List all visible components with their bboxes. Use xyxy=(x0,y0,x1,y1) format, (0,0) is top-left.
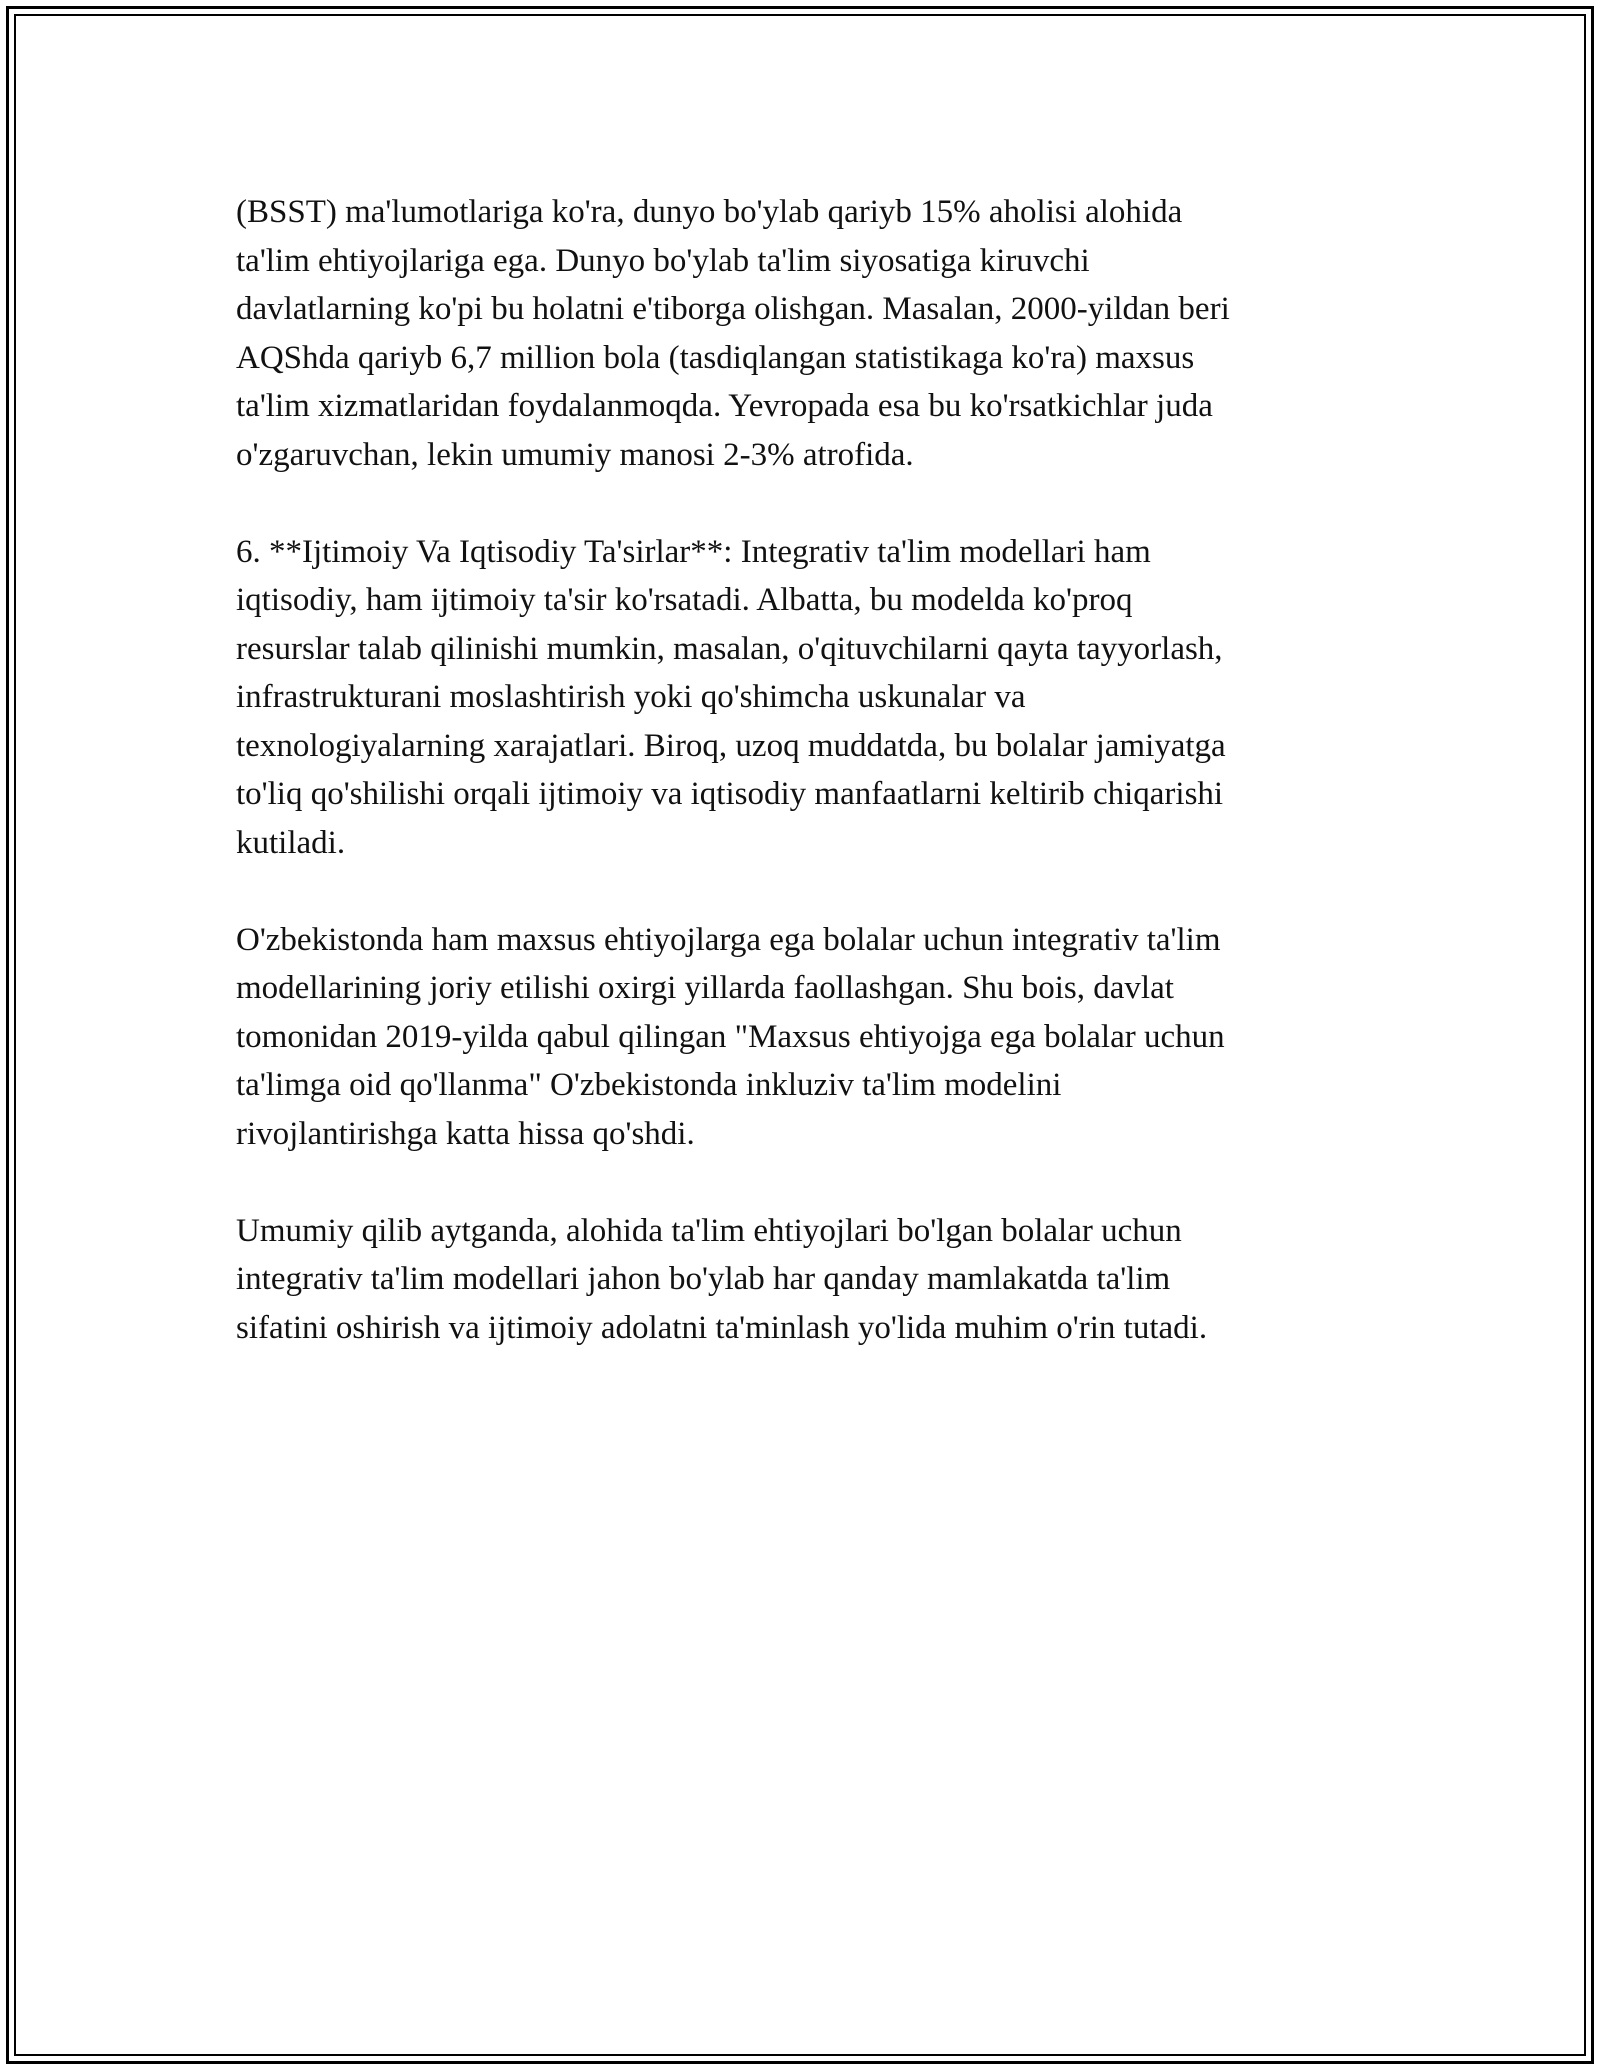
text-line: AQShda qariyb 6,7 million bola (tasdiqlangan statistikaga ko'ra) maxsus xyxy=(236,339,1195,376)
text-line: texnologiyalarning xarajatlari. Biroq, uzoq muddatda, bu bolalar jamiyatga xyxy=(236,727,1226,764)
text-line: sifatini oshirish va ijtimoiy adolatni ta'minlash yo'lida muhim o'rin tutadi. xyxy=(236,1309,1208,1346)
text-line: rivojlantirishga katta hissa qo'shdi. xyxy=(236,1115,695,1152)
text-line: Umumiy qilib aytganda, alohida ta'lim ehtiyojlari bo'lgan bolalar uchun xyxy=(236,1212,1182,1249)
text-line: iqtisodiy, ham ijtimoiy ta'sir ko'rsatadi. Albatta, bu modelda ko'proq xyxy=(236,582,1133,618)
paragraph-statistics xyxy=(236,188,1376,479)
text-line: O'zbekistonda ham maxsus ehtiyojlarga ega bolalar uchun integrativ ta'lim xyxy=(236,921,1221,958)
text-line: (BSST) ma'lumotlariga ko'ra, dunyo bo'ylab qariyb 15% aholisi alohida xyxy=(236,194,1183,230)
document-body xyxy=(236,188,1376,1401)
text-line: resurslar talab qilinishi mumkin, masalan, o'qituvchilarni qayta tayyorlash, xyxy=(236,630,1223,667)
text-line: infrastrukturani moslashtirish yoki qo'shimcha uskunalar va xyxy=(236,679,1026,715)
paragraph-uzbekistan xyxy=(236,916,1376,1159)
text-line: to'liq qo'shilishi orqali ijtimoiy va iqtisodiy manfaatlarni keltirib chiqarishi xyxy=(236,776,1224,812)
text-line: kutiladi. xyxy=(236,824,346,861)
paragraph-social-economic-impact xyxy=(236,528,1376,868)
text-line: tomonidan 2019-yilda qabul qilingan "Maxsus ehtiyojga ega bolalar uchun xyxy=(236,1018,1225,1055)
text-line: davlatlarning ko'pi bu holatni e'tiborga olishgan. Masalan, 2000-yildan beri xyxy=(236,291,1230,327)
text-line: ta'limga oid qo'llanma" O'zbekistonda inkluziv ta'lim modelini xyxy=(236,1067,1062,1103)
text-line: ta'lim xizmatlaridan foydalanmoqda. Yevropada esa bu ko'rsatkichlar juda xyxy=(236,388,1213,424)
text-line: 6. **Ijtimoiy Va Iqtisodiy Ta'sirlar**: Integrativ ta'lim modellari ham xyxy=(236,533,1151,570)
paragraph-conclusion xyxy=(236,1207,1376,1353)
text-line: ta'lim ehtiyojlariga ega. Dunyo bo'ylab ta'lim siyosatiga kiruvchi xyxy=(236,242,1090,279)
text-line: o'zgaruvchan, lekin umumiy manosi 2-3% atrofida. xyxy=(236,436,914,473)
text-line: integrativ ta'lim modellari jahon bo'ylab har qanday mamlakatda ta'lim xyxy=(236,1261,1171,1297)
text-line: modellarining joriy etilishi oxirgi yillarda faollashgan. Shu bois, davlat xyxy=(236,970,1174,1006)
